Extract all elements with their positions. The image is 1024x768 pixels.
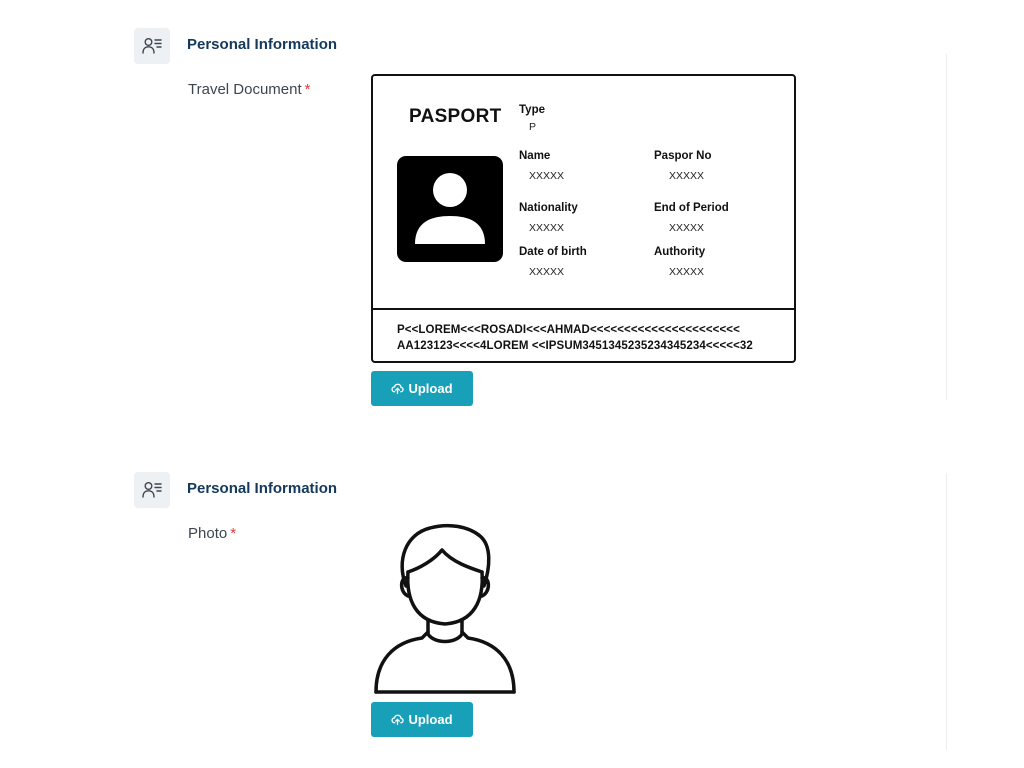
authority-label: Authority	[654, 246, 706, 258]
passport-title: PASPORT	[409, 106, 502, 127]
passport-preview	[371, 74, 796, 363]
mrz-divider	[373, 308, 794, 310]
cloud-upload-icon	[391, 713, 404, 726]
passport-no-value: XXXXX	[669, 170, 705, 182]
field-label-text: Photo	[188, 525, 228, 542]
avatar-photo-placeholder	[372, 520, 518, 696]
passport-no-label: Paspor No	[654, 150, 712, 162]
date-of-birth-label: Date of birth	[519, 246, 587, 258]
person-icon	[397, 156, 503, 262]
upload-travel-document-button[interactable]	[371, 371, 473, 406]
end-of-period-value: XXXXX	[669, 222, 705, 234]
section-title: Personal Information	[187, 36, 338, 53]
photo-label	[188, 525, 236, 542]
upload-button-label: Upload	[408, 381, 453, 396]
section-divider-line	[946, 54, 947, 400]
user-list-icon	[134, 28, 170, 64]
nationality-label: Nationality	[519, 202, 578, 214]
name-label: Name	[519, 150, 551, 162]
date-of-birth-value: XXXXX	[529, 266, 565, 278]
type-value: P	[529, 121, 537, 133]
field-label-text: Travel Document	[188, 81, 302, 98]
end-of-period-label: End of Period	[654, 202, 729, 214]
section-divider-line	[946, 473, 947, 750]
required-mark: *	[230, 525, 237, 542]
user-list-icon	[134, 472, 170, 508]
type-label: Type	[519, 104, 545, 116]
mrz-line-2: AA123123<<<<4LOREM <<IPSUM3451345235234345234<<<<<32	[397, 340, 753, 352]
travel-document-label	[188, 81, 311, 98]
required-mark: *	[304, 81, 311, 98]
section-title: Personal Information	[187, 480, 338, 497]
upload-button-label: Upload	[408, 712, 453, 727]
nationality-value: XXXXX	[529, 222, 565, 234]
passport-photo-placeholder	[397, 156, 503, 262]
upload-photo-button[interactable]	[371, 702, 473, 737]
cloud-upload-icon	[391, 382, 404, 395]
authority-value: XXXXX	[669, 266, 705, 278]
mrz-line-1: P<<LOREM<<<ROSADI<<<AHMAD<<<<<<<<<<<<<<<<<<<<<<	[397, 324, 740, 336]
name-value: XXXXX	[529, 170, 565, 182]
